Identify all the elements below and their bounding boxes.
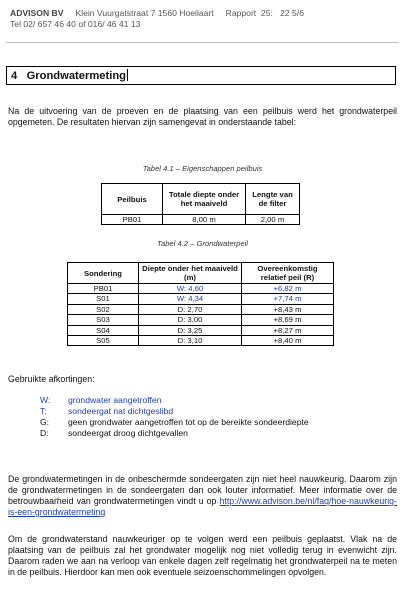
table2-caption: Tabel 4.2 – Grondwaterpeil (157, 239, 248, 248)
abbr-text: sondeergat droog dichtgevallen (68, 428, 188, 438)
table2-header: Diepte onder het maaiveld (m) (139, 263, 242, 284)
abbr-key: T: (40, 406, 47, 416)
section-heading-box (6, 66, 396, 85)
table2-cell: +8,43 m (242, 304, 334, 314)
table1-header: Lengte van de filter (246, 184, 300, 215)
table2-cell: +8,27 m (242, 325, 334, 335)
company-name: ADVISON BV (10, 8, 64, 18)
table2-cell: D: 3,00 (139, 315, 242, 325)
section-number: 4 (11, 70, 18, 82)
table1-header-row (102, 184, 300, 215)
table1-header: Peilbuis (102, 184, 163, 215)
table2-cell: S02 (68, 304, 139, 314)
list-item (40, 406, 309, 417)
table-row (68, 325, 334, 335)
table2-cell: W: 4,60 (139, 284, 242, 294)
table-row (68, 315, 334, 325)
table2-header: Sondering (68, 263, 139, 284)
faq-link[interactable]: http://www.advison.be/nl/faq/hoe-nauwkeurig-is-een-grondwatermeting (8, 496, 397, 517)
table-grondwaterpeil (67, 262, 334, 346)
header-divider (6, 42, 399, 43)
page-header (10, 8, 395, 30)
text-cursor (127, 69, 128, 81)
table-peilbuis (101, 183, 300, 225)
table-row (68, 336, 334, 346)
table1-cell: 8,00 m (163, 215, 246, 225)
abbr-key: W: (40, 395, 51, 405)
section-heading (11, 69, 128, 82)
table1-cell: PB01 (102, 215, 163, 225)
table2-header: Overeenkomstig relatief peil (R) (242, 263, 334, 284)
table2-cell: W: 4,34 (139, 294, 242, 304)
table2-cell: D: 3,25 (139, 325, 242, 335)
abbr-text: geen grondwater aangetroffen tot op de bereikte sondeerdiepte (68, 417, 309, 427)
table2-cell: S03 (68, 315, 139, 325)
abbr-key: G: (40, 417, 50, 427)
abbr-key: D: (40, 428, 49, 438)
section-title: Grondwatermeting (26, 70, 127, 82)
table-row (102, 215, 300, 225)
list-item (40, 395, 309, 406)
company-address: Klein Vuurgatstraat 7 1560 Hoeilaart (75, 8, 214, 18)
peilbuis-paragraph: Om de grondwaterstand nauwkeuriger op te volgen werd een peilbuis geplaatst. Vlak na de plaatsing van de peilbuis zal het grondwater mogelijk nog niet volledig terug in evenwicht zijn. Daarom raden we aan na verloop van enkele dagen zelf regelmatig het grondwaterpeil na te meten in de peilbuis. Hierdoor kan men ook eventuele seizoenschommelingen opvolgen. (8, 534, 397, 577)
abbr-text: grondwater aangetroffen (68, 395, 162, 405)
list-item (40, 428, 309, 439)
table1-header: Totale diepte onder het maaiveld (163, 184, 246, 215)
table2-cell: S04 (68, 325, 139, 335)
report-number: Rapport 25: 22 5/6 (225, 8, 304, 18)
table2-cell: D: 3,10 (139, 336, 242, 346)
table2-cell: +8,40 m (242, 336, 334, 346)
table2-cell: S05 (68, 336, 139, 346)
accuracy-paragraph (8, 474, 397, 518)
table2-cell: S01 (68, 294, 139, 304)
header-line-1 (10, 8, 395, 19)
accuracy-text: De grondwatermetingen in de onbeschermde sondeergaten zijn niet heel nauwkeurig. Daarom zijn de grondwatermetingen in de sondeergaten dan ook louter informatief. Meer informatie over de betrouwbaarheid van grondwatermetingen vindt u op (8, 474, 397, 506)
abbreviations-heading: Gebruikte afkortingen: (8, 374, 95, 384)
intro-paragraph: Na de uitvoering van de proeven en de plaatsing van een peilbuis werd het grondwaterpeil opgemeten. De resultaten hiervan zijn samengevat in onderstaande tabel: (8, 106, 397, 127)
table2-cell: +6,82 m (242, 284, 334, 294)
header-phone: Tel 02/ 657 46 40 of 016/ 46 41 13 (10, 19, 141, 29)
table2-header-row (68, 263, 334, 284)
abbreviations-list (40, 395, 309, 439)
table2-cell: D: 2,70 (139, 304, 242, 314)
abbr-text: sondeergat nat dichtgeslibd (68, 406, 174, 416)
table2-cell: +8,69 m (242, 315, 334, 325)
table-row (68, 294, 334, 304)
table2-cell: +7,74 m (242, 294, 334, 304)
table1-caption: Tabel 4.1 – Eigenschappen peilbuis (142, 164, 263, 173)
table1-cell: 2,00 m (246, 215, 300, 225)
table-row (68, 304, 334, 314)
table2-cell: PB01 (68, 284, 139, 294)
table-row (68, 284, 334, 294)
list-item (40, 417, 309, 428)
